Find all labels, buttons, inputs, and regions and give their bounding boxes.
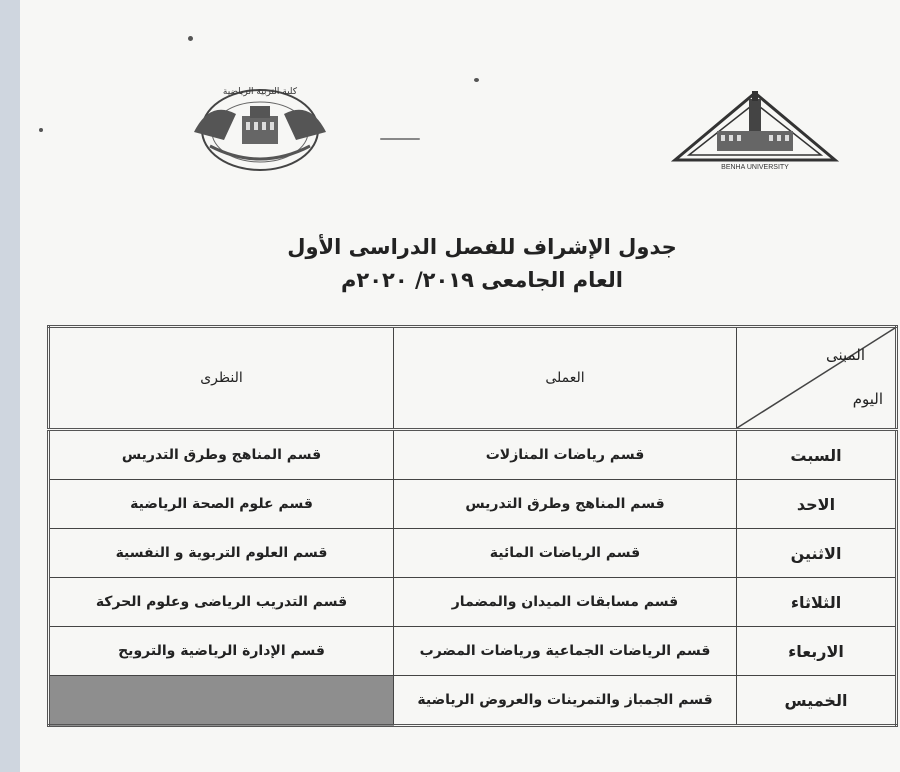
scan-streak [380, 138, 420, 140]
building-label: المبنى [826, 346, 865, 364]
table-row [49, 627, 897, 676]
practical-cell: قسم مسابقات الميدان والمضمار [394, 578, 737, 627]
theory-cell: قسم العلوم التربوية و النفسية [49, 529, 394, 578]
table-row [49, 480, 897, 529]
practical-cell: قسم الرياضات الجماعية ورياضات المضرب [394, 627, 737, 676]
scan-margin [0, 0, 20, 772]
table-row [49, 529, 897, 578]
practical-cell: قسم المناهج وطرق التدريس [394, 480, 737, 529]
theory-header: النظرى [49, 327, 394, 430]
theory-cell: قسم علوم الصحة الرياضية [49, 480, 394, 529]
table-row [49, 578, 897, 627]
day-cell: الاثنين [737, 529, 897, 578]
table-row [49, 430, 897, 480]
day-cell: الخميس [737, 676, 897, 726]
document-title: جدول الإشراف للفصل الدراسى الأول [287, 235, 677, 259]
scan-speck [188, 36, 193, 41]
practical-cell: قسم رياضات المنازلات [394, 430, 737, 480]
practical-cell: قسم الجمباز والتمرينات والعروض الرياضية [394, 676, 737, 726]
document-page [20, 0, 900, 772]
practical-cell: قسم الرياضات المائية [394, 529, 737, 578]
theory-cell: قسم التدريب الرياضى وعلوم الحركة [49, 578, 394, 627]
university-logo [665, 85, 845, 170]
corner-header-cell [737, 327, 897, 430]
day-cell: الاربعاء [737, 627, 897, 676]
scan-speck [474, 78, 479, 82]
diagonal-divider [737, 328, 895, 428]
day-cell: السبت [737, 430, 897, 480]
table-header-row [49, 327, 897, 430]
svg-text:كلية التربية الرياضية: كلية التربية الرياضية [222, 87, 298, 97]
scan-speck [39, 128, 43, 132]
theory-cell: قسم الإدارة الرياضية والترويح [49, 627, 394, 676]
theory-cell: قسم المناهج وطرق التدريس [49, 430, 394, 480]
day-label: اليوم [852, 390, 883, 408]
day-cell: الاحد [737, 480, 897, 529]
academic-year: العام الجامعى ٢٠١٩/ ٢٠٢٠م [341, 268, 623, 292]
table-row [49, 676, 897, 726]
theory-cell-empty [49, 676, 394, 726]
supervision-table [47, 325, 898, 727]
faculty-logo [180, 80, 340, 180]
practical-header: العملى [394, 327, 737, 430]
day-cell: الثلاثاء [737, 578, 897, 627]
svg-text:BENHA UNIVERSITY: BENHA UNIVERSITY [721, 164, 789, 170]
